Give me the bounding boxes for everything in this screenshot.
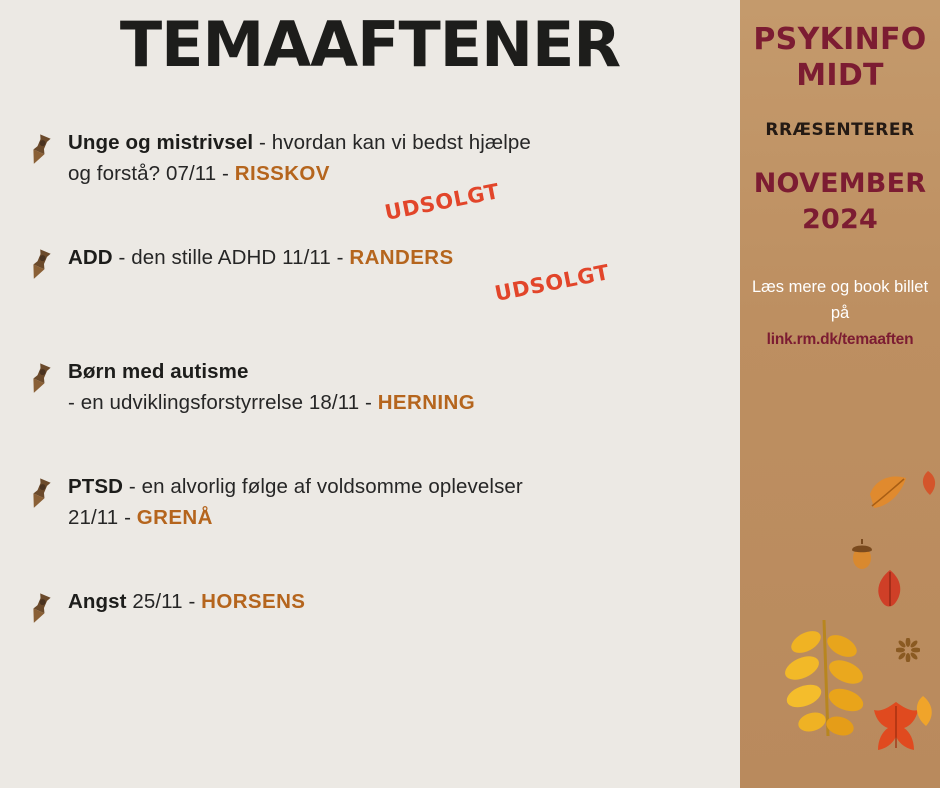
- list-item: [0, 472, 740, 533]
- event-location: RISSKOV: [234, 162, 330, 185]
- event-line-2: [68, 159, 720, 189]
- pushpin-icon: [23, 244, 59, 280]
- star-anise-icon: [896, 638, 920, 667]
- event-detail: - den stille ADHD 11/11 -: [112, 246, 350, 269]
- pushpin-icon: [23, 358, 59, 394]
- booking-link[interactable]: link.rm.dk/temaaften: [766, 331, 914, 348]
- event-line-2: [68, 388, 720, 418]
- event-title: Unge og mistrivsel: [68, 131, 254, 154]
- status-badge: UDSOLGT: [492, 260, 612, 306]
- list-item: [0, 243, 740, 306]
- leaf-icon: [916, 470, 940, 501]
- event-detail: - hvordan kan vi bedst hjælpe: [253, 131, 531, 154]
- event-line-2: [68, 503, 720, 533]
- leaf-icon: [866, 472, 912, 517]
- leaf-icon: [776, 616, 872, 745]
- event-line-1: [68, 128, 720, 158]
- list-item: [0, 357, 740, 418]
- brand-line-2: MIDT: [796, 58, 884, 93]
- status-badge: UDSOLGT: [382, 179, 502, 225]
- date-block: [740, 166, 940, 238]
- month-label: NOVEMBER: [753, 168, 927, 199]
- sidebar: [740, 0, 940, 788]
- list-item: [0, 128, 740, 225]
- event-detail-cont: - en udviklingsforstyrrelse 18/11 -: [68, 391, 378, 414]
- event-location: GRENÅ: [136, 506, 213, 529]
- year-label: 2024: [802, 204, 878, 235]
- event-detail-cont: og forstå? 07/11 -: [68, 162, 235, 185]
- pushpin-icon: [23, 129, 59, 165]
- event-location: RANDERS: [349, 246, 454, 269]
- brand-name: [740, 22, 940, 94]
- event-line-1: [68, 357, 720, 387]
- event-detail: - en alvorlig følge af voldsomme oplevelser: [123, 475, 523, 498]
- event-detail-cont: 21/11 -: [68, 506, 137, 529]
- event-title: PTSD: [68, 475, 124, 498]
- event-title: ADD: [68, 246, 113, 269]
- booking-info: [740, 274, 940, 353]
- event-location: HORSENS: [201, 590, 306, 613]
- event-list: [0, 128, 740, 701]
- event-line-1: [68, 472, 720, 502]
- event-location: HERNING: [377, 391, 476, 414]
- pushpin-icon: [23, 588, 59, 624]
- brand-line-1: PSYKINFO: [753, 22, 927, 57]
- list-item: [0, 587, 740, 647]
- presents-label: RRÆSENTERER: [765, 120, 915, 140]
- event-line-1: [68, 243, 720, 273]
- event-title: Angst: [68, 590, 127, 613]
- event-detail: 25/11 -: [126, 590, 202, 613]
- event-line-1: [68, 587, 720, 617]
- event-title: Børn med autisme: [68, 360, 249, 383]
- pushpin-icon: [23, 473, 59, 509]
- booking-text: Læs mere og book billet på: [751, 278, 929, 322]
- leaf-icon: [908, 694, 938, 733]
- page-title: TEMAAFTENER: [119, 8, 621, 81]
- leaf-icon: [870, 568, 910, 615]
